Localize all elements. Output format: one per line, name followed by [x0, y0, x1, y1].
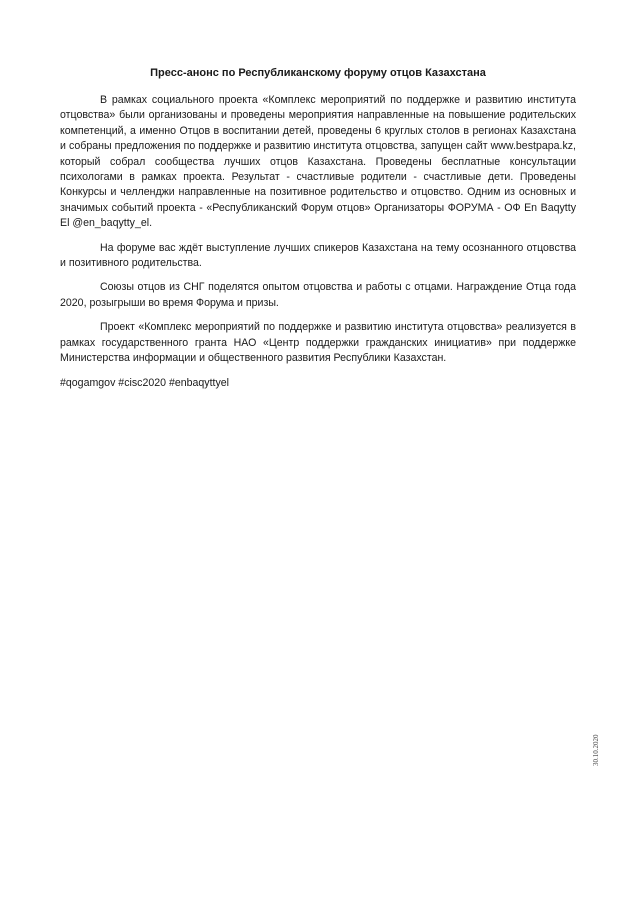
document-title: Пресс-анонс по Республиканскому форуму отцов Казахстана	[150, 67, 486, 79]
paragraph-unions: Союзы отцов из СНГ поделятся опытом отцовства и работы с отцами. Награждение Отца года 2020, розыгрыши во время Форума и призы.	[60, 281, 576, 309]
paragraph-grant: Проект «Комплекс мероприятий по поддержке и развитию института отцовства» реализуется в рамках государственного гранта НАО «Центр поддержки гражданских инициатив» при поддержке Министерства информации и общественного развития Республики Казахстан.	[60, 321, 576, 365]
hashtags: #qogamgov #cisc2020 #enbaqyttyel	[60, 376, 230, 389]
paragraph-speakers: На форуме вас ждёт выступление лучших спикеров Казахстана на тему осознанного отцовства и позитивного родительства.	[60, 241, 576, 270]
document-body	[60, 66, 576, 391]
date-stamp: 30.10.2020	[592, 734, 600, 766]
paragraph-project-summary: В рамках социального проекта «Комплекс мероприятий по поддержке и развитию института отцовства» были организованы и проведены мероприятия направленные на повышение родительских компетенций, а именно Отцов в воспитании детей, проведены 6 круглых столов в регионах Казахстана и собраны предложения по поддержке и развитию института отцовства, запущен сайт www.bestpapa.kz, который собрал сообщества лучших отцов Казахстана. Проведены бесплатные консультации психологами в рамках проекта. Результат - счастливые родители - счастливые дети. Проведены Конкурсы и челленджи направленные на позитивное родительство и отцовство. Одним из основных и значимых событий проекта - «Республиканский Форум отцов» Организаторы ФОРУМА - ОФ En Baqytty El @en_baqytty_el.	[60, 94, 576, 230]
